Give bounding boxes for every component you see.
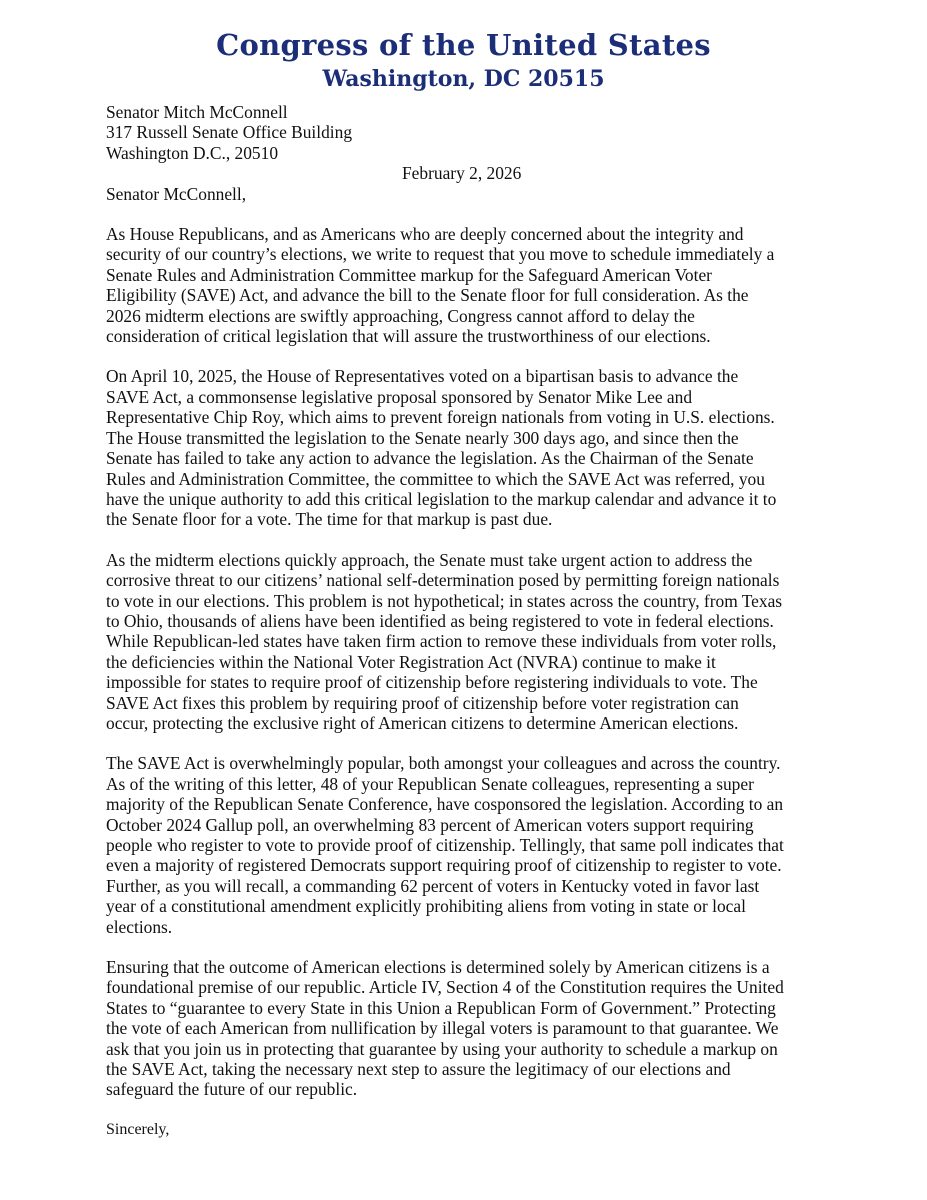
letterhead-title: Congress of the United States [216, 28, 711, 62]
paragraph-line: occur, protecting the exclusive right of American citizens to determine American elections. [106, 712, 739, 733]
paragraph-line: to Ohio, thousands of aliens have been identified as being registered to vote in federal elections. [106, 610, 774, 631]
paragraph-line: The SAVE Act is overwhelmingly popular, both amongst your colleagues and across the country. [106, 753, 781, 774]
paragraph-line: have the unique authority to add this critical legislation to the markup calendar and advance it to [106, 488, 777, 509]
paragraph-line: safeguard the future of our republic. [106, 1079, 358, 1100]
paragraph-line: The House transmitted the legislation to the Senate nearly 300 days ago, and since then the [106, 427, 739, 448]
paragraph-line: impossible for states to require proof of citizenship before registering individuals to vote. The [106, 672, 758, 693]
paragraph-line: corrosive threat to our citizens’ national self-determination posed by permitting foreign nationals [106, 570, 780, 591]
paragraph-line: consideration of critical legislation that will assure the trustworthiness of our elections. [106, 326, 711, 347]
paragraph-line: As House Republicans, and as Americans who are deeply concerned about the integrity and [106, 224, 744, 245]
paragraph-line: Further, as you will recall, a commanding 62 percent of voters in Kentucky voted in favor last [106, 875, 760, 896]
letterhead [0, 28, 927, 94]
paragraph-5 [106, 957, 836, 1100]
paragraph-line: Rules and Administration Committee, the committee to which the SAVE Act was referred, you [106, 468, 765, 489]
paragraph-line: foundational premise of our republic. Article IV, Section 4 of the Constitution requires the United [106, 977, 784, 998]
closing: Sincerely, [106, 1120, 170, 1138]
paragraph-line: majority of the Republican Senate Conference, have cosponsored the legislation. According to an [106, 794, 784, 815]
paragraph-4 [106, 753, 836, 937]
paragraph-line: Eligibility (SAVE) Act, and advance the bill to the Senate floor for full consideration. As the [106, 285, 749, 306]
paragraph-line: year of a constitutional amendment explicitly prohibiting aliens from voting in state or local [106, 896, 746, 917]
recipient-address [106, 102, 836, 163]
paragraph-line: the vote of each American from nullification by illegal voters is paramount to that guarantee. We [106, 1018, 779, 1039]
paragraph-line: SAVE Act fixes this problem by requiring proof of citizenship before voter registration can [106, 692, 739, 713]
paragraph-2 [106, 366, 836, 529]
letterhead-subtitle: Washington, DC 20515 [322, 66, 605, 92]
paragraph-line: October 2024 Gallup poll, an overwhelming 83 percent of American voters support requiring [106, 814, 754, 835]
paragraph-line: the Senate floor for a vote. The time for that markup is past due. [106, 509, 553, 530]
salutation: Senator McConnell, [106, 183, 247, 204]
paragraph-line: Ensuring that the outcome of American elections is determined solely by American citizens is a [106, 957, 770, 978]
paragraph-line: people who register to vote to provide proof of citizenship. Tellingly, that same poll indicates that [106, 835, 784, 855]
paragraph-line: elections. [106, 916, 173, 937]
letter-body [106, 102, 836, 1140]
paragraph-line: States to “guarantee to every State in this Union a Republican Form of Government.” Protecting [106, 997, 776, 1018]
paragraph-line: 2026 midterm elections are swiftly approaching, Congress cannot afford to delay the [106, 305, 695, 326]
paragraph-line: On April 10, 2025, the House of Representatives voted on a bipartisan basis to advance the [106, 366, 739, 387]
paragraph-line: the SAVE Act, taking the necessary next step to assure the legitimacy of our elections and [106, 1059, 731, 1080]
paragraph-line: security of our country’s elections, we write to request that you move to schedule immediately a [106, 244, 775, 265]
paragraph-line: SAVE Act, a commonsense legislative proposal sponsored by Senator Mike Lee and [106, 386, 693, 407]
paragraph-line: As the midterm elections quickly approach, the Senate must take urgent action to address the [106, 549, 753, 570]
paragraph-line: even a majority of registered Democrats support requiring proof of citizenship to register to vote. [106, 855, 782, 876]
paragraph-line: While Republican-led states have taken firm action to remove these individuals from voter rolls, [106, 631, 777, 652]
paragraph-line: Representative Chip Roy, which aims to prevent foreign nationals from voting in U.S. elections. [106, 407, 775, 428]
recipient-address-line-2: Washington D.C., 20510 [106, 142, 279, 163]
paragraph-1 [106, 224, 836, 346]
paragraph-line: the deficiencies within the National Voter Registration Act (NVRA) continue to make it [106, 651, 716, 672]
paragraph-line: Senate has failed to take any action to advance the legislation. As the Chairman of the Senate [106, 448, 754, 469]
letter-date: February 2, 2026 [402, 163, 522, 184]
paragraph-line: As of the writing of this letter, 48 of your Republican Senate colleagues, representing a super [106, 773, 754, 794]
recipient-address-line-1: 317 Russell Senate Office Building [106, 122, 353, 143]
paragraph-line: Senate Rules and Administration Committee markup for the Safeguard American Voter [106, 264, 712, 285]
paragraph-3 [106, 550, 836, 734]
recipient-name: Senator Mitch McConnell [106, 102, 288, 122]
paragraph-line: ask that you join us in protecting that guarantee by using your authority to schedule a markup on [106, 1038, 778, 1059]
paragraph-line: to vote in our elections. This problem is not hypothetical; in states across the country, from Texas [106, 590, 783, 611]
